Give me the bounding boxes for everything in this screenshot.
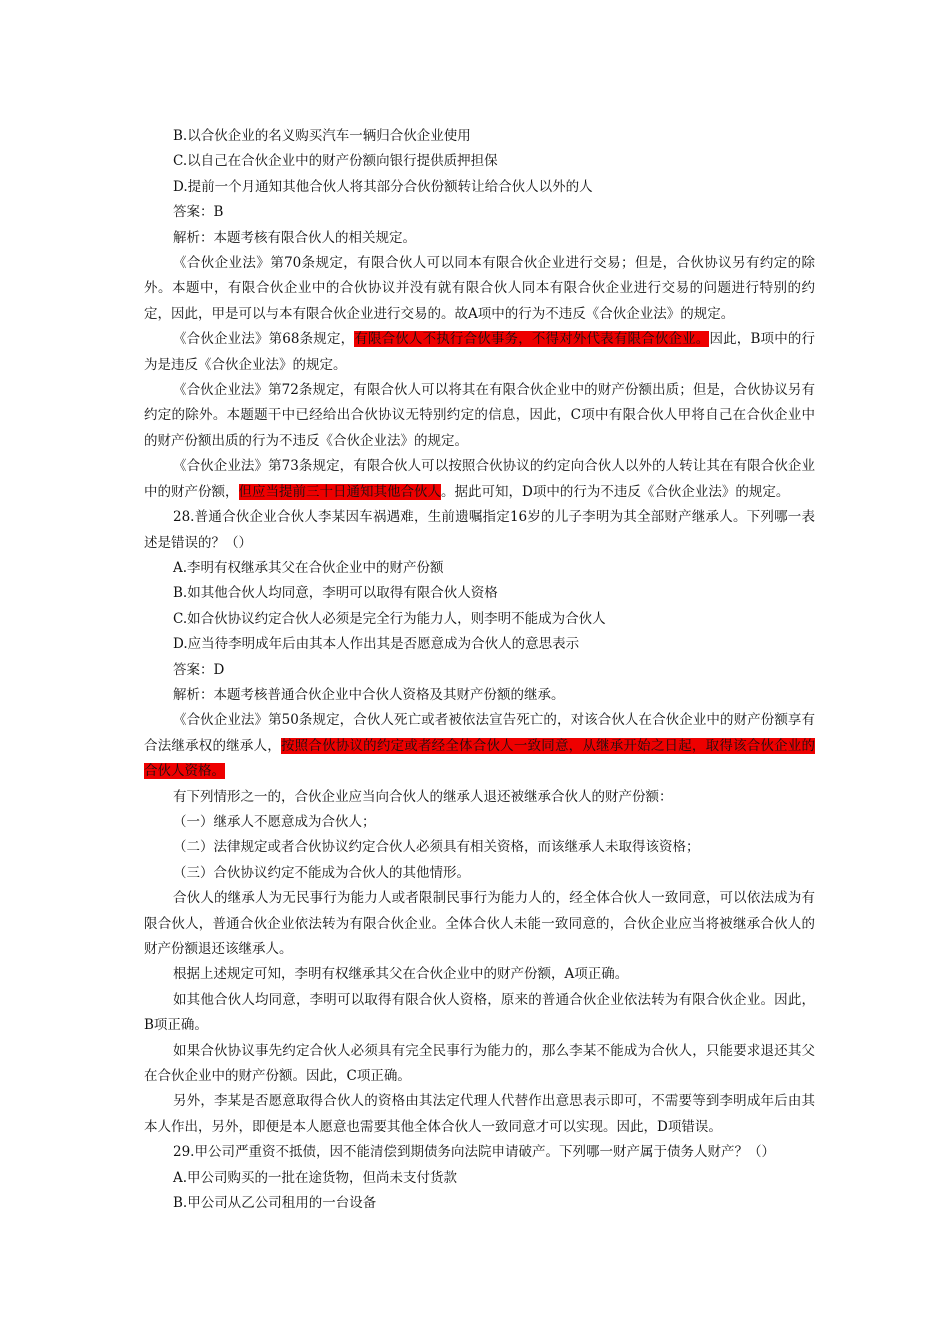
q29-stem: 29.甲公司严重资不抵债，因不能清偿到期债务向法院申请破产。下列哪一财产属于债务人财产？（） — [173, 1144, 775, 1161]
q27-article-73-tail: 。据此可知，D项中的行为不违反《合伙企业法》的规定。 — [441, 483, 790, 500]
q29-option-b: B.甲公司从乙公司租用的一台设备 — [173, 1195, 377, 1212]
q28-conclusion-d: 另外，李某是否愿意取得合伙人的资格由其法定代理人代替作出意思表示即可，不需要等到李明成年后由其本人作出，另外，即便是本人愿意也需要其他全体合伙人一致同意才可以实现。因此，D项错误。 — [144, 1093, 815, 1135]
q27-article-68-tail: 因此，B项中的行为是违反《合伙企业法》的规定。 — [144, 331, 816, 373]
q28-article-50-lead: 《合伙企业法》第50条规定，合伙人死亡或者被依法宣告死亡的，对该合伙人在合伙企业中的财产份额享有合法继承权的继承人， — [144, 712, 815, 754]
q27-option-b: B.以合伙企业的名义购买汽车一辆归合伙企业使用 — [173, 128, 471, 144]
q28-conclusion-a: 根据上述规定可知，李明有权继承其父在合伙企业中的财产份额，A项正确。 — [173, 966, 629, 983]
q28-option-c: C.如合伙协议约定合伙人必须是完全行为能力人，则李明不能成为合伙人 — [173, 610, 606, 627]
q27-article-68-highlight: 有限合伙人不执行合伙事务，不得对外代表有限合伙企业。 — [354, 331, 710, 348]
q28-option-d: D.应当待李明成年后由其本人作出其是否愿意成为合伙人的意思表示 — [173, 636, 580, 653]
q28-case-2: （二）法律规定或者合伙协议约定合伙人必须具有相关资格，而该继承人未取得该资格； — [173, 839, 700, 856]
q27-article-73 — [144, 454, 815, 505]
q28-heir-rule: 合伙人的继承人为无民事行为能力人或者限制民事行为能力人的，经全体合伙人一致同意，可以依法成为有限合伙人，普通合伙企业依法转为有限合伙企业。全体合伙人未能一致同意的，合伙企业应当将被继承合伙人的财产份额退还该继承人。 — [144, 890, 815, 957]
q28-conclusion-b: 如其他合伙人均同意，李明可以取得有限合伙人资格，原来的普通合伙企业依法转为有限合伙企业。因此，B项正确。 — [144, 991, 815, 1034]
q29-option-a: A.甲公司购买的一批在途货物，但尚未支付货款 — [173, 1169, 458, 1186]
q28-article-50 — [144, 708, 815, 784]
q28-stem: 28.普通合伙企业合伙人李某因车祸遇难，生前遗嘱指定16岁的儿子李明为其全部财产继承人。下列哪一表述是错误的？（） — [144, 509, 815, 551]
q27-analysis: 解析：本题考核有限合伙人的相关规定。 — [173, 229, 416, 246]
q28-option-a: A.李明有权继承其父在合伙企业中的财产份额 — [173, 559, 444, 576]
q27-article-70: 《合伙企业法》第70条规定，有限合伙人可以同本有限合伙企业进行交易；但是，合伙协议另有约定的除外。本题中，有限合伙企业中的合伙协议并没有就有限合伙人同本有限合伙企业进行交易的问题进行特别的约定，因此，甲是可以与本有限合伙企业进行交易的。故A项中的行为不违反《合伙企业法》的规定。 — [144, 255, 815, 322]
q28-answer: 答案：D — [173, 661, 225, 678]
q27-article-68-lead: 《合伙企业法》第68条规定， — [173, 331, 355, 348]
q27-option-c: C.以自己在合伙企业中的财产份额向银行提供质押担保 — [173, 153, 498, 170]
q28-article-50-highlight: 按照合伙协议的约定或者经全体合伙人一致同意，从继承开始之日起，取得该合伙企业的合伙人资格。 — [144, 737, 816, 780]
q28-case-3: （三）合伙协议约定不能成为合伙人的其他情形。 — [173, 864, 470, 881]
q28-option-b: B.如其他合伙人均同意，李明可以取得有限合伙人资格 — [173, 585, 498, 602]
q28-analysis: 解析：本题考核普通合伙企业中合伙人资格及其财产份额的继承。 — [173, 686, 565, 703]
q27-answer: 答案：B — [173, 204, 224, 221]
q27-option-d: D.提前一个月通知其他合伙人将其部分合伙份额转让给合伙人以外的人 — [173, 178, 593, 195]
q27-article-68 — [144, 327, 815, 378]
q27-article-73-lead: 《合伙企业法》第73条规定，有限合伙人可以按照合伙协议的约定向合伙人以外的人转让其在有限合伙企业中的财产份额， — [144, 458, 815, 500]
q27-article-73-highlight: 但应当提前三十日通知其他合伙人 — [238, 483, 441, 500]
q28-cases-intro: 有下列情形之一的，合伙企业应当向合伙人的继承人退还被继承合伙人的财产份额： — [173, 788, 673, 805]
q28-conclusion-c: 如果合伙协议事先约定合伙人必须具有完全民事行为能力的，那么李某不能成为合伙人，只能要求退还其父在合伙企业中的财产份额。因此，C项正确。 — [144, 1042, 815, 1085]
q28-case-1: （一）继承人不愿意成为合伙人； — [173, 813, 376, 830]
q27-article-72: 《合伙企业法》第72条规定，有限合伙人可以将其在有限合伙企业中的财产份额出质；但是，合伙协议另有约定的除外。本题题干中已经给出合伙协议无特别约定的信息，因此，C项中有限合伙人甲将自己在合伙企业中的财产份额出质的行为不违反《合伙企业法》的规定。 — [144, 382, 815, 449]
